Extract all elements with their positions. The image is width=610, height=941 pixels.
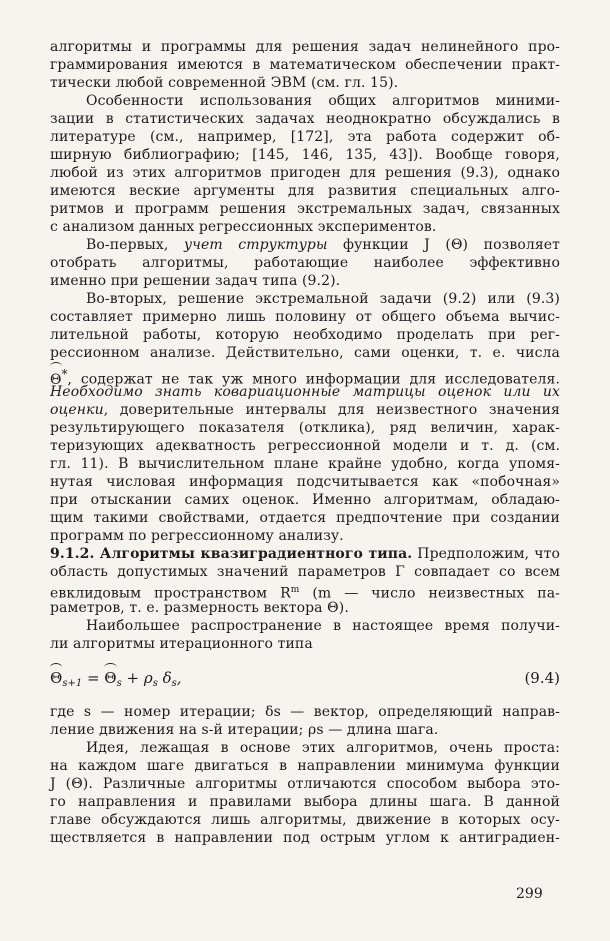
text-line: Во-вторых, решение экстремальной задачи (9.2) или (9.3) xyxy=(86,291,560,307)
paragraph-6 xyxy=(50,703,560,847)
text-line: главе обсуждаются лишь алгоритмы, движение в которых осу- xyxy=(50,812,560,828)
text-line: оценки, доверительные интервалы для неизвестного значения xyxy=(50,402,560,418)
text-line: рессионном анализе. Действительно, сами оценки, т. е. числа xyxy=(50,345,560,361)
text-line: ление движения на s-й итерации; ρs — длина шага. xyxy=(50,722,439,738)
text-line: лительной работы, которую необходимо проделать при рег- xyxy=(50,327,560,343)
page-number: 299 xyxy=(516,886,543,902)
text-line: при отыскании самих оценок. Именно алгоритмам, обладаю- xyxy=(50,492,560,508)
text-line: отобрать алгоритмы, работающие наиболее эффективно xyxy=(50,255,560,271)
text-line: 9.1.2. Алгоритмы квазиградиентного типа. Предположим, что xyxy=(50,546,560,562)
text-line: J (Θ). Различные алгоритмы отличаются способом выбора это- xyxy=(50,776,560,792)
text-line: ществляется в направлении под острым углом к антиградиен- xyxy=(50,830,560,846)
text-line: литературе (см., например, [172], эта работа содержит об- xyxy=(50,129,560,145)
paragraph-3-tail xyxy=(50,419,560,545)
text-line: раметров, т. е. размерность вектора Θ). xyxy=(50,600,349,616)
text-line: именно при решении задач типа (9.2). xyxy=(50,273,341,289)
formula-9-4 xyxy=(50,659,560,699)
text-line: алгоритмы и программы для решения задач нелинейного про- xyxy=(50,39,560,55)
text-line: зации в статистических задачах неоднократно обсуждались в xyxy=(50,111,560,127)
text-line: Θ*, содержат не так уж много информации для исследователя. xyxy=(50,362,560,383)
text-line: теризующих адекватность регрессионной модели и т. д. (см. xyxy=(50,438,560,454)
text-line: область допустимых значений параметров Γ совпадает со всем xyxy=(50,564,560,580)
paragraph-2 xyxy=(50,236,560,290)
paragraph-3 xyxy=(50,290,560,362)
text-line: Особенности использования общих алгоритмов миними- xyxy=(86,93,560,109)
text-line: го направления и правилами выбора длины шага. В данной xyxy=(50,794,560,810)
text-line: тически любой современной ЭВМ (см. гл. 15). xyxy=(50,75,399,91)
text-line: Наибольшее распространение в настоящее время получи- xyxy=(86,618,560,634)
text-line: гл. 11). В вычислительном плане крайне удобно, когда упомя- xyxy=(50,456,560,472)
formula-expression: $\Theta_{s+1} = \Theta_s + \rho_s$ $\delta_s$, xyxy=(50,669,182,689)
formula-number: (9.4) xyxy=(524,669,560,687)
section-heading: 9.1.2. Алгоритмы квазиградиентного типа. xyxy=(50,546,413,562)
paragraph-3-cont xyxy=(50,362,560,419)
text-line: на каждом шаге двигаться в направлении минимума функции xyxy=(50,758,560,774)
text-line: ритмов и программ решения экстремальных задач, связанных xyxy=(50,201,560,217)
text-line: Идея, лежащая в основе этих алгоритмов, очень проста: xyxy=(86,740,560,756)
text-line: Во-первых, учет структуры функции J (Θ) позволяет xyxy=(86,237,561,253)
text-line: любой из этих алгоритмов пригоден для решения (9.3), однако xyxy=(50,165,560,181)
text-line: щим такими свойствами, отдается предпочтение при создании xyxy=(50,510,560,526)
text-line: программ по регрессионному анализу. xyxy=(50,528,344,544)
text-line: составляет примерно лишь половину от общего объема вычис- xyxy=(50,309,560,325)
text-line: Необходимо знать ковариационные матрицы оценок или их xyxy=(50,384,560,400)
section-9-1-2 xyxy=(50,545,560,617)
text-line: результирующего показателя (отклика), ряд величин, харак- xyxy=(50,420,560,436)
text-line: евклидовым пространством $R^m$ (m — число неизвестных па- xyxy=(50,585,560,602)
text-line: где s — номер итерации; δs — вектор, определяющий направ- xyxy=(50,704,560,720)
paragraph-1 xyxy=(50,38,560,236)
paragraph-5 xyxy=(50,617,560,653)
text-line: нутая числовая информация подсчитывается как «побочная» xyxy=(50,474,560,490)
text-line: граммирования имеются в математическом обеспечении практ- xyxy=(50,57,560,73)
text-line: имеются веские аргументы для развития специальных алго- xyxy=(50,183,560,199)
page-body xyxy=(50,38,560,847)
text-line: ли алгоритмы итерационного типа xyxy=(50,636,313,652)
text-line: с анализом данных регрессионных экспериментов. xyxy=(50,219,437,235)
text-line: ширную библиографию; [145, 146, 135, 43]). Вообще говоря, xyxy=(50,147,560,163)
